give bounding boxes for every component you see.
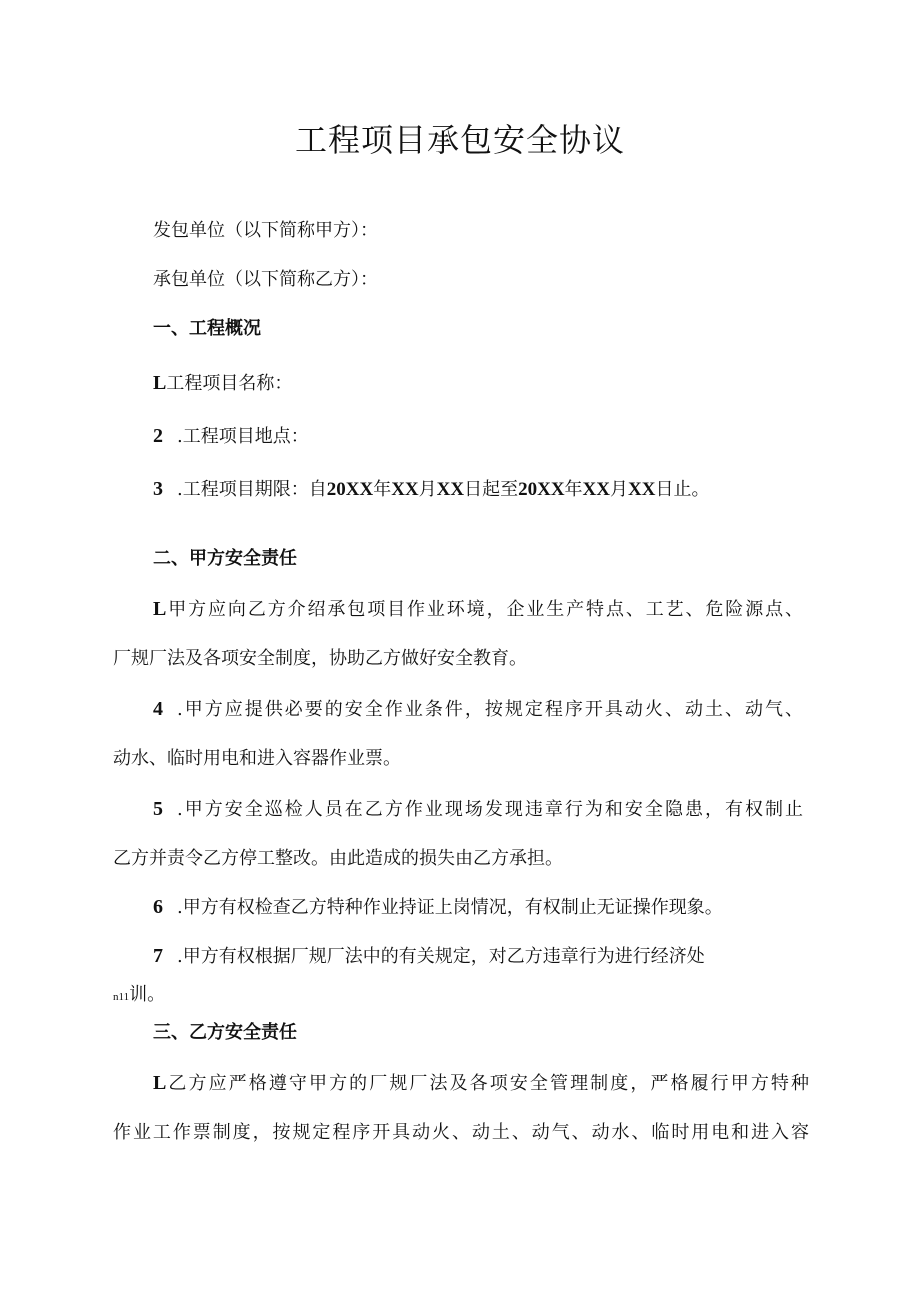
paragraph-text: 训。 (129, 984, 166, 1005)
section3-p1-line1 (153, 1070, 809, 1097)
end-year: 20XX (518, 479, 565, 500)
end-month: XX (582, 479, 610, 500)
section2-heading: 二、甲方安全责任 (153, 548, 297, 569)
garbled-text: n11 (113, 991, 130, 1003)
document-title: 工程项目承包安全协议 (294, 121, 625, 159)
month-char: 月 (418, 479, 437, 500)
item-number: 5 (153, 798, 163, 820)
paragraph-text: .甲方应提供必要的安全作业条件，按规定程序开具动火、动土、动气、 (177, 699, 803, 720)
section1-heading: 一、工程概况 (153, 318, 261, 339)
item-text: 工程项目名称： (166, 373, 293, 394)
paragraph-text: .甲方有权根据厂规厂法中的有关规定，对乙方违章行为进行经济处 (177, 946, 705, 967)
section1-item3 (153, 476, 709, 503)
party-a-line: 发包单位（以下简称甲方）： (153, 220, 378, 241)
section2-p5-line2: 乙方并责令乙方停工整改。由此造成的损失由乙方承担。 (113, 848, 563, 869)
item-number: L (153, 1072, 167, 1094)
month-char: 月 (610, 479, 628, 500)
section3-p1-line2 (113, 1120, 809, 1146)
section2-p5-line1 (153, 796, 803, 823)
item-number: L (153, 372, 167, 394)
start-year: 20XX (326, 479, 374, 500)
item-text: .工程项目地点： (177, 426, 309, 447)
year-char: 年 (373, 479, 392, 500)
section2-p7-line2 (113, 982, 165, 1010)
paragraph-text: .甲方有权检查乙方特种作业持证上岗情况，有权制止无证操作现象。 (177, 897, 723, 918)
item-number: 2 (153, 425, 163, 447)
item-text: .工程项目期限：自 (177, 479, 327, 500)
section2-p1-line1 (153, 596, 803, 623)
paragraph-text: 作业工作票制度，按规定程序开具动火、动土、动气、动水、临时用电和进入容 (113, 1122, 809, 1143)
paragraph-text: 甲方应向乙方介绍承包项目作业环境，企业生产特点、工艺、危险源点、 (166, 599, 803, 620)
start-day: XX (436, 479, 465, 500)
item-number: 7 (153, 945, 163, 967)
party-b-line: 承包单位（以下简称乙方）： (153, 269, 378, 290)
item-number: 6 (153, 896, 163, 918)
section1-item1 (153, 370, 292, 397)
section3-heading: 三、乙方安全责任 (153, 1022, 297, 1043)
section2-p7-line1 (153, 943, 705, 970)
section2-p4-line2: 动水、临时用电和进入容器作业票。 (113, 748, 401, 769)
paragraph-text: 乙方应严格遵守甲方的厂规厂法及各项安全管理制度，严格履行甲方特种 (166, 1073, 809, 1094)
day-char: 日起至 (464, 479, 519, 500)
end-char: 日止。 (655, 479, 710, 500)
end-day: XX (628, 479, 656, 500)
item-number: L (153, 598, 167, 620)
paragraph-text: .甲方安全巡检人员在乙方作业现场发现违章行为和安全隐患，有权制止 (177, 799, 803, 820)
section1-item2 (153, 423, 309, 450)
start-month: XX (391, 479, 419, 500)
section2-p6-line1 (153, 894, 723, 921)
item-number: 3 (153, 478, 163, 500)
section2-p1-line2: 厂规厂法及各项安全制度，协助乙方做好安全教育。 (113, 648, 527, 669)
section2-p4-line1 (153, 696, 803, 723)
item-number: 4 (153, 698, 163, 720)
year-char: 年 (564, 479, 583, 500)
